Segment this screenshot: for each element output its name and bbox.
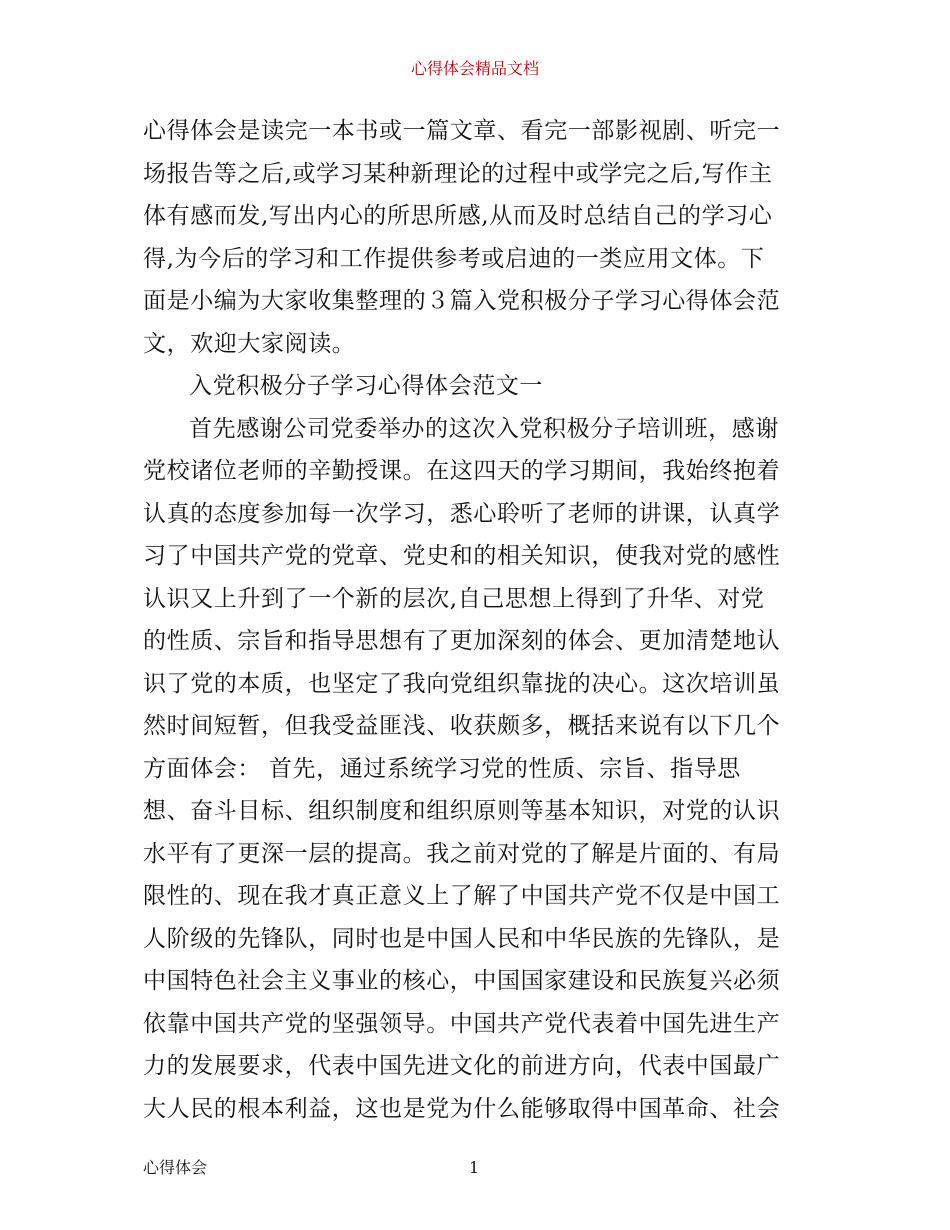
header-title: 心得体会精品文档 [410, 59, 539, 78]
text-line: 方面体会： 首先，通过系统学习党的性质、宗旨、指导思 [143, 755, 741, 782]
text-line: 党校诸位老师的辛勤授课。在这四天的学习期间，我始终抱着 [143, 458, 781, 484]
text-line: 力的发展要求，代表中国先进文化的前进方向，代表中国最广 [143, 1053, 781, 1079]
page-number: 1 [469, 1158, 480, 1177]
text-line: 然时间短暂，但我受益匪浅、收获颇多，概括来说有以下几个 [143, 713, 781, 739]
footer-label: 心得体会 [143, 1158, 208, 1177]
text-line: 识了党的本质，也坚定了我向党组织靠拢的决心。这次培训虽 [143, 670, 781, 697]
text-line: 面是小编为大家收集整理的３篇入党积极分子学习心得体会范 [143, 288, 781, 314]
text-line: 的性质、宗旨和指导思想有了更加深刻的体会、更加清楚地认 [143, 628, 781, 654]
text-line: 认真的态度参加每一次学习，悉心聆听了老师的讲课，认真学 [143, 500, 781, 527]
section-heading: 入党积极分子学习心得体会范文一 [189, 373, 543, 399]
page-header [0, 58, 950, 80]
text-line: 体有感而发,写出内心的所思所感,从而及时总结自己的学习心 [143, 203, 773, 229]
text-line: 场报告等之后,或学习某种新理论的过程中或学完之后,写作主 [143, 160, 773, 187]
text-line: 大人民的根本利益，这也是党为什么能够取得中国革命、社会 [143, 1095, 781, 1122]
text-line: 习了中国共产党的党章、党史和的相关知识，使我对党的感性 [143, 543, 781, 569]
text-line: 限性的、现在我才真正意义上了解了中国共产党不仅是中国工 [143, 883, 781, 909]
text-line: 得,为今后的学习和工作提供参考或启迪的一类应用文体。下 [143, 245, 765, 272]
text-line: 想、奋斗目标、组织制度和组织原则等基本知识，对党的认识 [143, 798, 781, 824]
text-line: 水平有了更深一层的提高。我之前对党的了解是片面的、有局 [143, 840, 781, 867]
text-line: 文，欢迎大家阅读。 [143, 330, 356, 357]
text-line: 依靠中国共产党的坚强领导。中国共产党代表着中国先进生产 [143, 1010, 781, 1037]
page-footer [143, 1157, 818, 1179]
text-line: 认识又上升到了一个新的层次,自己思想上得到了升华、对党 [143, 585, 765, 612]
text-line: 人阶级的先锋队，同时也是中国人民和中华民族的先锋队，是 [143, 925, 781, 952]
text-line: 首先感谢公司党委举办的这次入党积极分子培训班，感谢 [189, 415, 779, 442]
text-line: 中国特色社会主义事业的核心，中国国家建设和民族复兴必须 [143, 968, 781, 994]
text-line: 心得体会是读完一本书或一篇文章、看完一部影视剧、听完一 [143, 118, 781, 144]
document-body [143, 110, 818, 1130]
